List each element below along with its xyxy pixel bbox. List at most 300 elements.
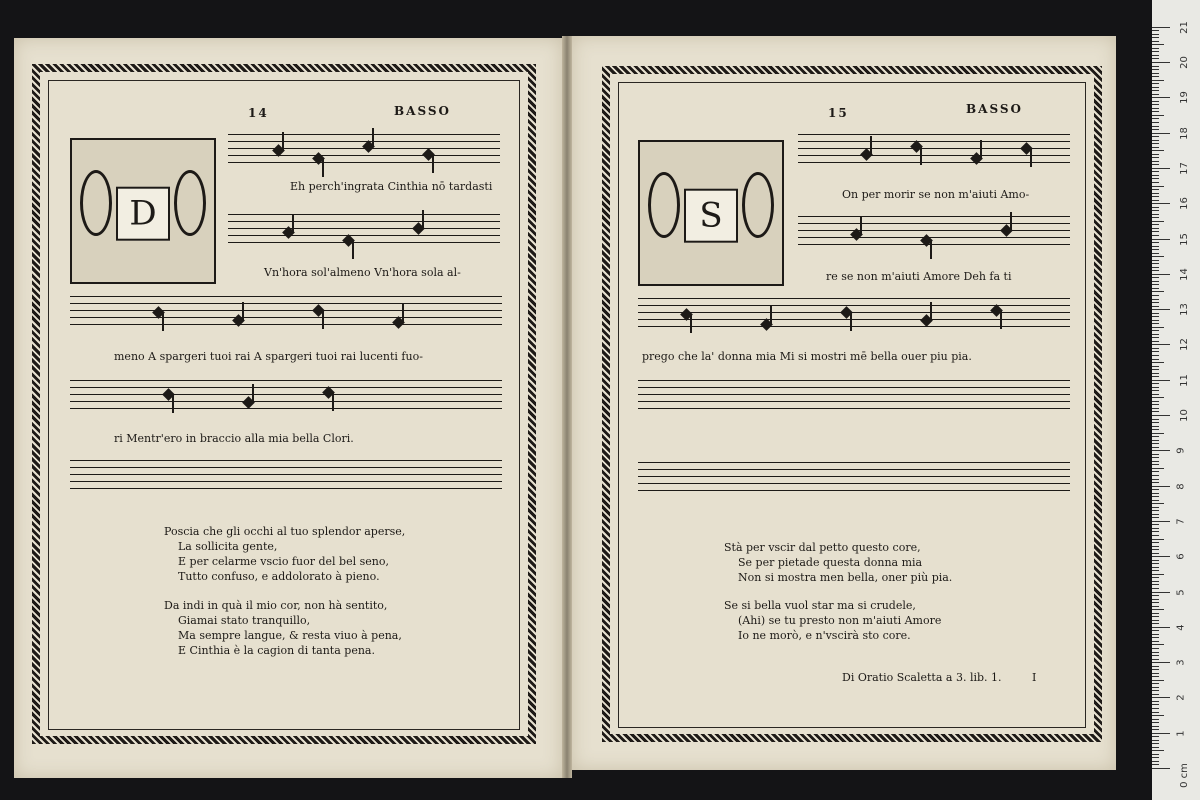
note-stem (980, 140, 982, 158)
ruler-tick (1152, 37, 1159, 38)
right-page-number: 15 (828, 106, 849, 120)
ruler-tick (1152, 231, 1159, 232)
ruler-unit-label: 0 cm (1178, 763, 1190, 788)
note-stem (930, 302, 932, 320)
ruler-tick (1152, 404, 1159, 405)
note-stem (1010, 212, 1012, 230)
ruler-tick (1152, 549, 1159, 550)
note-stem (322, 311, 324, 329)
note-stem (402, 304, 404, 322)
ruler-tick (1152, 214, 1159, 215)
note-stem (432, 155, 434, 173)
ruler-number: 7 (1175, 518, 1187, 525)
ruler-tick (1152, 761, 1159, 762)
ruler-tick (1152, 210, 1159, 211)
ruler-tick (1152, 489, 1159, 490)
ruler-tick (1152, 217, 1159, 218)
ruler-tick (1152, 193, 1159, 194)
note-stem (850, 313, 852, 331)
ruler-tick (1152, 450, 1170, 451)
ruler-tick (1152, 228, 1159, 229)
ruler-tick (1152, 94, 1159, 95)
ruler-tick (1152, 712, 1159, 713)
ruler-tick (1152, 429, 1159, 430)
poem-line: Stà per vscir dal petto questo core, (724, 541, 921, 554)
ruler-tick (1152, 133, 1170, 134)
ruler-tick (1152, 750, 1164, 751)
ruler-tick (1152, 73, 1159, 74)
ruler-tick (1152, 83, 1159, 84)
ruler-tick (1152, 203, 1170, 204)
ruler-tick (1152, 147, 1159, 148)
ruler-tick (1152, 528, 1159, 529)
ruler-tick (1152, 673, 1159, 674)
ruler-tick (1152, 267, 1159, 268)
ruler-tick (1152, 464, 1159, 465)
ruler-tick (1152, 288, 1159, 289)
ruler-tick (1152, 115, 1164, 116)
ruler-tick (1152, 362, 1164, 363)
ruler-tick (1152, 436, 1159, 437)
ruler-tick (1152, 570, 1159, 571)
ruler-tick (1152, 666, 1159, 667)
poem-stanza (724, 598, 941, 643)
ruler-tick (1152, 517, 1159, 518)
lyric-line: ri Mentr'ero in braccio alla mia bella Clori. (114, 432, 354, 445)
ruler-tick (1152, 344, 1170, 345)
poem-line: E Cinthia è la cagion di tanta pena. (178, 644, 375, 657)
poem-line: Se si bella vuol star ma si crudele, (724, 599, 916, 612)
ruler-tick (1152, 616, 1159, 617)
ruler-tick (1152, 736, 1159, 737)
ruler-tick (1152, 76, 1159, 77)
ruler-tick (1152, 355, 1159, 356)
ruler-tick (1152, 397, 1164, 398)
ruler-tick (1152, 249, 1159, 250)
ruler-tick (1152, 330, 1159, 331)
ruler-tick (1152, 620, 1159, 621)
ruler-tick (1152, 90, 1159, 91)
ruler-tick (1152, 306, 1159, 307)
note-stem (292, 214, 294, 232)
ruler-tick (1152, 764, 1159, 765)
ruler-tick (1152, 239, 1170, 240)
ornament-scroll-icon (174, 170, 206, 236)
left-page-number: 14 (248, 106, 269, 120)
ruler-tick (1152, 108, 1159, 109)
ruler-tick (1152, 468, 1164, 469)
ruler-tick (1152, 697, 1170, 698)
ruler-tick (1152, 447, 1159, 448)
note-stem (770, 306, 772, 324)
ruler-tick (1152, 457, 1159, 458)
ruler-tick (1152, 387, 1159, 388)
lyric-line: Eh perch'ingrata Cinthia nō tardasti (290, 180, 493, 193)
ruler-tick (1152, 157, 1159, 158)
ruler-tick (1152, 97, 1170, 98)
ruler-tick (1152, 327, 1164, 328)
ruler-tick (1152, 246, 1159, 247)
ruler-tick (1152, 380, 1170, 381)
ruler-tick (1152, 556, 1170, 557)
ruler-tick (1152, 376, 1159, 377)
note-stem (860, 216, 862, 234)
ruler-number: 16 (1178, 197, 1190, 211)
ruler-tick (1152, 196, 1159, 197)
ruler-tick (1152, 143, 1159, 144)
ruler-tick (1152, 637, 1159, 638)
ruler-tick (1152, 729, 1159, 730)
ruler-tick (1152, 291, 1164, 292)
ruler-tick (1152, 129, 1159, 130)
ruler-tick (1152, 433, 1164, 434)
ruler-tick (1152, 154, 1159, 155)
ruler-tick (1152, 224, 1159, 225)
ruler-tick (1152, 58, 1159, 59)
signature-mark: I (1032, 671, 1037, 684)
empty-staff (638, 462, 1070, 492)
ruler-tick (1152, 122, 1159, 123)
ruler-number: 12 (1178, 338, 1190, 352)
note-stem (930, 241, 932, 259)
note-stem (372, 128, 374, 146)
ruler-tick (1152, 270, 1159, 271)
ruler-tick (1152, 394, 1159, 395)
ruler-tick (1152, 630, 1159, 631)
initial-letter: D (116, 187, 170, 241)
ruler-tick (1152, 546, 1159, 547)
ruler-number: 20 (1178, 56, 1190, 69)
ruler-tick (1152, 136, 1159, 137)
ruler-tick (1152, 27, 1170, 28)
ruler-tick (1152, 440, 1159, 441)
ruler-tick (1152, 309, 1170, 310)
left-part-label: BASSO (394, 104, 451, 118)
ruler-tick (1152, 599, 1159, 600)
right-initial-s (638, 140, 784, 286)
poem-line: Io ne morò, e n'vscirà sto core. (738, 629, 911, 642)
ruler-tick (1152, 256, 1164, 257)
ruler-tick (1152, 475, 1159, 476)
ruler-tick (1152, 101, 1159, 102)
ruler-tick (1152, 161, 1159, 162)
lyric-line: Vn'hora sol'almeno Vn'hora sola al- (264, 266, 461, 279)
ruler-number: 4 (1175, 624, 1187, 631)
ruler-tick (1152, 510, 1159, 511)
ruler-tick (1152, 34, 1159, 35)
ruler-tick (1152, 207, 1159, 208)
poem-stanza (164, 598, 402, 658)
lyric-line: re se non m'aiuti Amore Deh fa ti (826, 270, 1012, 283)
note-stem (252, 384, 254, 402)
ruler-tick (1152, 507, 1159, 508)
ruler-tick (1152, 299, 1159, 300)
poem-line: Non si mostra men bella, oner più pia. (738, 571, 953, 584)
ruler-tick (1152, 87, 1159, 88)
ruler-tick (1152, 584, 1159, 585)
poem-line: Da indi in quà il mio cor, non hà sentito, (164, 599, 388, 612)
ruler-tick (1152, 168, 1170, 169)
note-stem (352, 241, 354, 259)
ruler-tick (1152, 175, 1159, 176)
ruler-tick (1152, 171, 1159, 172)
ruler-tick (1152, 295, 1159, 296)
ruler-tick (1152, 503, 1164, 504)
ruler-tick (1152, 553, 1159, 554)
poem-line: Poscia che gli occhi al tuo splendor aperse, (164, 525, 406, 538)
poem-stanza (164, 524, 405, 584)
note-stem (1030, 149, 1032, 167)
music-staff (70, 380, 502, 410)
ruler-tick (1152, 595, 1159, 596)
ruler-tick (1152, 351, 1159, 352)
ruler-tick (1152, 316, 1159, 317)
book-spine (562, 36, 572, 778)
ruler-tick (1152, 623, 1159, 624)
note-stem (920, 147, 922, 165)
ruler-tick (1152, 768, 1170, 769)
ruler-tick (1152, 740, 1159, 741)
poem-line: Ma sempre langue, & resta viuo à pena, (178, 629, 402, 642)
ornament-scroll-icon (648, 172, 680, 238)
music-staff (638, 298, 1070, 328)
poem-stanza (724, 540, 952, 585)
ruler-tick (1152, 708, 1159, 709)
ruler-tick (1152, 62, 1170, 63)
ruler-tick (1152, 743, 1159, 744)
ruler-tick (1152, 408, 1159, 409)
ruler-tick (1152, 263, 1159, 264)
ruler-tick (1152, 51, 1159, 52)
right-page (572, 36, 1116, 770)
ruler-tick (1152, 701, 1159, 702)
ruler-tick (1152, 531, 1159, 532)
ruler-tick (1152, 277, 1159, 278)
ruler-tick (1152, 348, 1159, 349)
left-page (14, 38, 562, 778)
ruler-tick (1152, 323, 1159, 324)
ruler-number: 21 (1178, 20, 1190, 34)
ruler-tick (1152, 659, 1159, 660)
poem-line: E per celarme vscio fuor del bel seno, (178, 555, 389, 568)
ruler-tick (1152, 30, 1159, 31)
ruler-tick (1152, 567, 1159, 568)
ruler-tick (1152, 680, 1164, 681)
ruler-tick (1152, 411, 1159, 412)
ruler-tick (1152, 486, 1170, 487)
ruler-number: 8 (1175, 482, 1187, 490)
ruler-tick (1152, 44, 1164, 45)
poem-line: Tutto confuso, e addolorato à pieno. (178, 570, 380, 583)
ruler-tick (1152, 334, 1159, 335)
ruler-tick (1152, 341, 1159, 342)
ruler-tick (1152, 111, 1159, 112)
ruler-tick (1152, 655, 1159, 656)
ruler-tick (1152, 401, 1159, 402)
note-stem (172, 395, 174, 413)
ruler-tick (1152, 648, 1159, 649)
music-staff (798, 216, 1070, 246)
ruler-tick (1152, 200, 1159, 201)
ruler-tick (1152, 613, 1159, 614)
note-stem (162, 313, 164, 331)
ruler-number: 2 (1175, 694, 1187, 702)
ruler-tick (1152, 104, 1159, 105)
ruler-tick (1152, 302, 1159, 303)
ruler-tick (1152, 592, 1170, 593)
ruler-tick (1152, 634, 1159, 635)
ruler-number: 5 (1175, 588, 1187, 596)
ruler-tick (1152, 260, 1159, 261)
ruler-tick (1152, 754, 1159, 755)
ruler-number: 15 (1178, 232, 1190, 246)
ruler-tick (1152, 390, 1159, 391)
ruler-tick (1152, 471, 1159, 472)
music-staff (228, 214, 500, 244)
note-stem (322, 159, 324, 177)
ruler-tick (1152, 443, 1159, 444)
ruler-tick (1152, 602, 1159, 603)
ruler-tick (1152, 574, 1164, 575)
lyric-line: On per morir se non m'aiuti Amo- (842, 188, 1030, 201)
ruler-tick (1152, 373, 1159, 374)
ruler-tick (1152, 687, 1159, 688)
ornament-scroll-icon (80, 170, 112, 236)
poem-line: (Ahi) se tu presto non m'aiuti Amore (738, 614, 942, 627)
ruler-tick (1152, 221, 1164, 222)
note-stem (332, 393, 334, 411)
ruler-tick (1152, 383, 1159, 384)
ruler-number: 1 (1175, 730, 1187, 737)
ruler-tick (1152, 313, 1159, 314)
ruler-tick (1152, 337, 1159, 338)
ruler-tick (1152, 118, 1159, 119)
ruler-tick (1152, 150, 1164, 151)
ruler-number: 3 (1175, 659, 1187, 666)
ruler-tick (1152, 641, 1159, 642)
ruler-tick (1152, 461, 1159, 462)
ruler-tick (1152, 539, 1164, 540)
ruler-tick (1152, 419, 1159, 420)
ruler-tick (1152, 521, 1170, 522)
ruler-tick (1152, 55, 1159, 56)
ruler-tick (1152, 479, 1159, 480)
ruler-tick (1152, 359, 1159, 360)
lyric-line: prego che la' donna mia Mi si mostri mē bella ouer piu pia. (642, 350, 972, 363)
ruler-tick (1152, 366, 1159, 367)
ruler-tick (1152, 577, 1159, 578)
ruler-tick (1152, 747, 1159, 748)
ruler-tick (1152, 542, 1159, 543)
ruler-tick (1152, 524, 1159, 525)
ruler-tick (1152, 669, 1159, 670)
ruler-number: 18 (1178, 126, 1190, 140)
ruler-tick (1152, 320, 1159, 321)
ruler-tick (1152, 722, 1159, 723)
ruler-tick (1152, 535, 1159, 536)
ruler-tick (1152, 500, 1159, 501)
empty-staff (70, 460, 502, 490)
poem-line: La sollicita gente, (178, 540, 278, 553)
ruler-tick (1152, 66, 1159, 67)
attribution: Di Oratio Scaletta a 3. lib. 1. (842, 671, 1002, 684)
ruler-tick (1152, 235, 1159, 236)
ruler-number: 13 (1178, 303, 1190, 316)
ruler-tick (1152, 41, 1159, 42)
ruler-tick (1152, 454, 1159, 455)
ruler-tick (1152, 140, 1159, 141)
ruler-tick (1152, 482, 1159, 483)
ruler-number: 19 (1178, 91, 1190, 105)
ruler-tick (1152, 80, 1164, 81)
ruler-tick (1152, 422, 1159, 423)
ruler-tick (1152, 563, 1159, 564)
ruler-tick (1152, 627, 1170, 628)
poem-line: Se per pietade questa donna mia (738, 556, 923, 569)
ruler-tick (1152, 48, 1159, 49)
ruler-tick (1152, 415, 1170, 416)
ruler-tick (1152, 644, 1164, 645)
music-staff (70, 296, 502, 326)
ruler-tick (1152, 683, 1159, 684)
ruler-tick (1152, 733, 1170, 734)
note-stem (870, 136, 872, 154)
ruler-tick (1152, 186, 1164, 187)
ruler-tick (1152, 757, 1159, 758)
ruler-tick (1152, 182, 1159, 183)
ruler-tick (1152, 274, 1170, 275)
ruler-tick (1152, 281, 1159, 282)
ruler-tick (1152, 609, 1164, 610)
ruler-tick (1152, 514, 1159, 515)
note-stem (690, 315, 692, 333)
ruler-tick (1152, 606, 1159, 607)
ruler-number: 6 (1175, 553, 1187, 560)
ruler-tick (1152, 253, 1159, 254)
ruler-tick (1152, 704, 1159, 705)
ruler-tick (1152, 284, 1159, 285)
note-stem (282, 132, 284, 150)
ruler-tick (1152, 164, 1159, 165)
ruler-number: 11 (1178, 373, 1190, 387)
lyric-line: meno A spargeri tuoi rai A spargeri tuoi rai lucenti fuo- (114, 350, 423, 363)
ruler-number: 14 (1178, 267, 1190, 281)
right-part-label: BASSO (966, 102, 1023, 116)
ruler-tick (1152, 369, 1159, 370)
ruler-tick (1152, 126, 1159, 127)
note-stem (422, 210, 424, 228)
ruler-tick (1152, 662, 1170, 663)
ruler-number: 9 (1175, 447, 1187, 454)
ruler-tick (1152, 560, 1159, 561)
ornament-scroll-icon (742, 172, 774, 238)
ruler-tick (1152, 588, 1159, 589)
poem-line: Giamai stato tranquillo, (178, 614, 311, 627)
note-stem (1000, 311, 1002, 329)
initial-letter: S (684, 189, 738, 243)
ruler-tick (1152, 690, 1159, 691)
ruler-tick (1152, 496, 1159, 497)
ruler-tick (1152, 493, 1159, 494)
ruler-tick (1152, 426, 1159, 427)
note-stem (242, 302, 244, 320)
ruler-tick (1152, 726, 1159, 727)
left-initial-d (70, 138, 216, 284)
ruler-tick (1152, 581, 1159, 582)
measurement-ruler (1152, 0, 1200, 800)
ruler-tick (1152, 715, 1164, 716)
ruler-tick (1152, 652, 1159, 653)
